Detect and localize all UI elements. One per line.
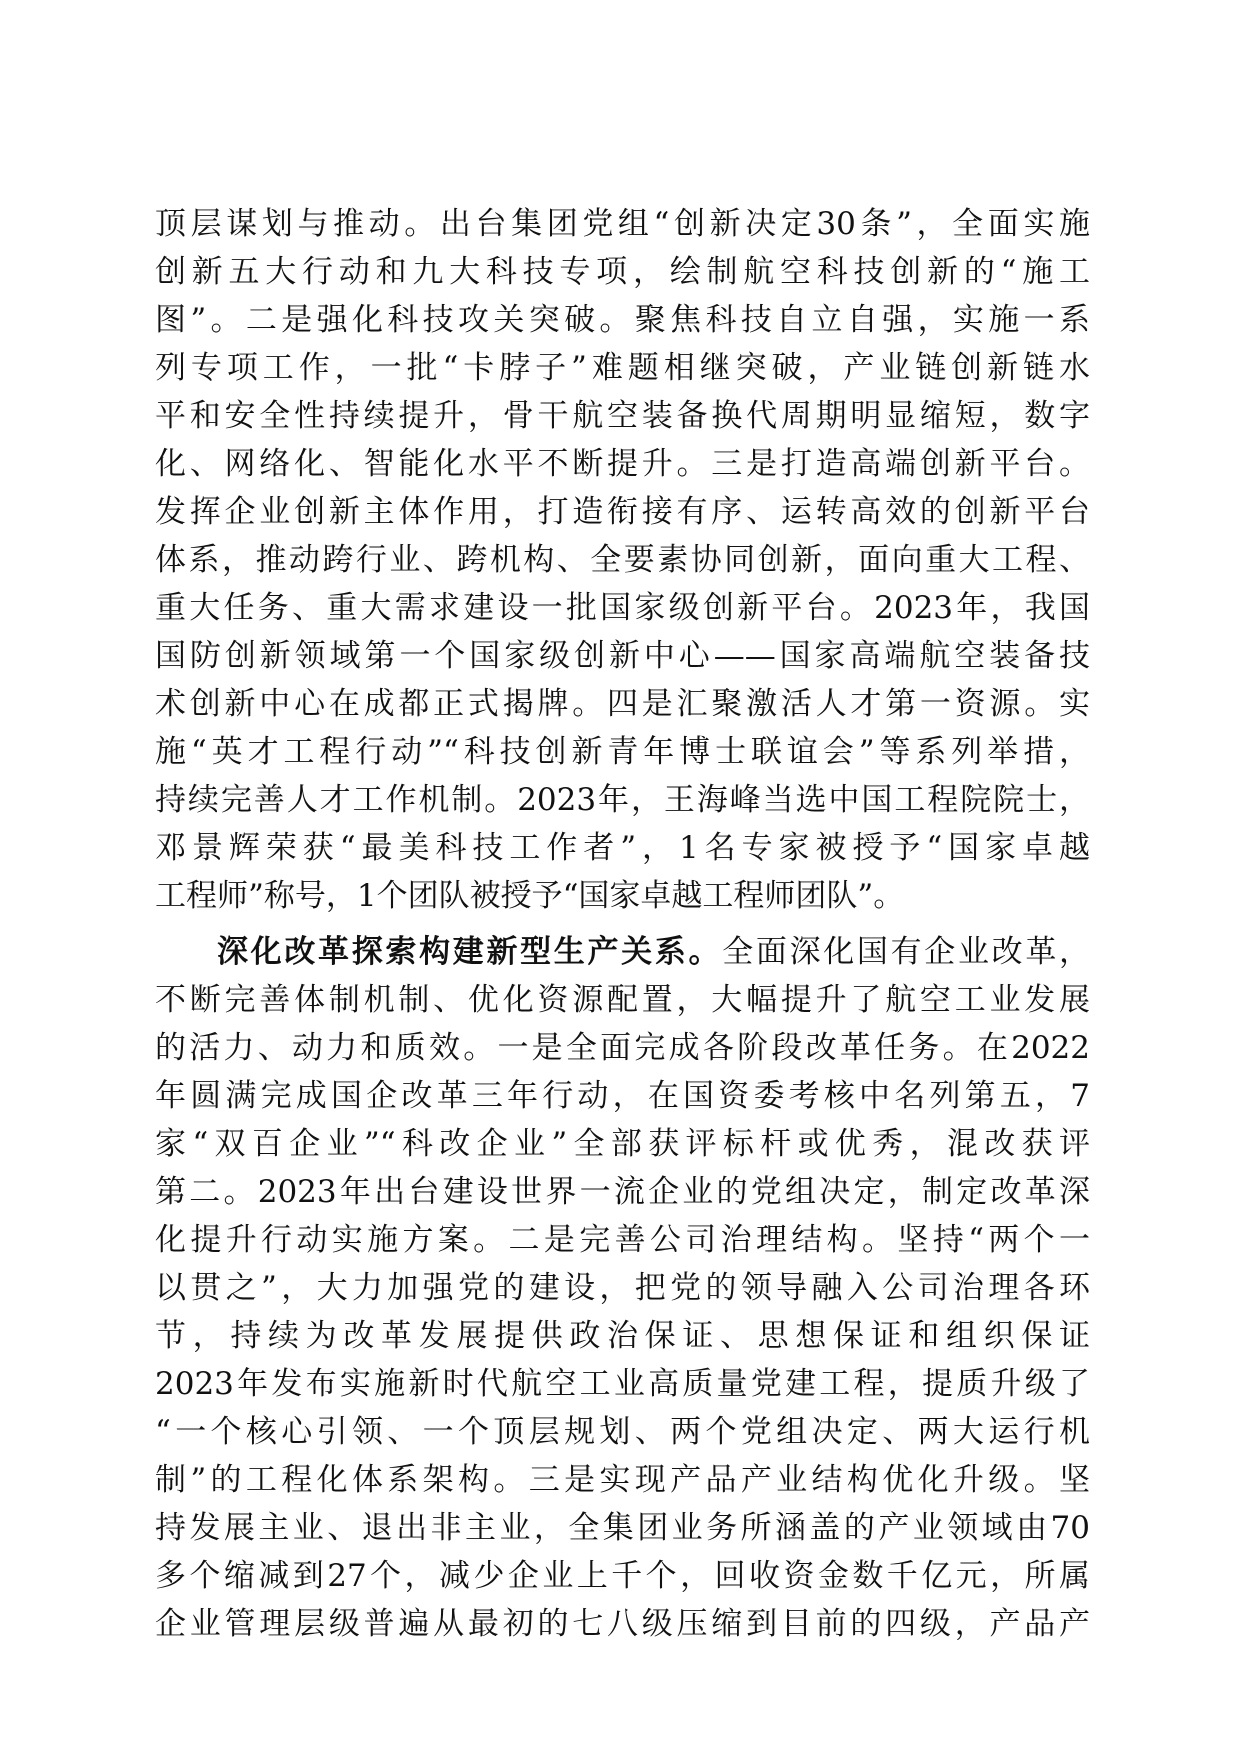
paragraph-line: 体系，推动跨行业、跨机构、全要素协同创新，面向重大工程、 xyxy=(155,542,1090,578)
paragraph-innovation xyxy=(155,200,1090,920)
paragraph-line: 邓景辉荣获“最美科技工作者”，1名专家被授予“国家卓越 xyxy=(155,830,1090,866)
paragraph-line: 家“双百企业”“科改企业”全部获评标杆或优秀，混改获评 xyxy=(155,1126,1090,1162)
paragraph-gap xyxy=(155,920,1090,928)
paragraph-line: 化、网络化、智能化水平不断提升。三是打造高端创新平台。 xyxy=(155,446,1090,482)
body-text xyxy=(155,200,1090,1648)
paragraph-line: 不断完善体制机制、优化资源配置，大幅提升了航空工业发展 xyxy=(155,982,1090,1018)
paragraph-line: 以贯之”，大力加强党的建设，把党的领导融入公司治理各环 xyxy=(155,1270,1090,1306)
paragraph-line: 企业管理层级普遍从最初的七八级压缩到目前的四级，产品产 xyxy=(155,1606,1090,1642)
paragraph-line: 持发展主业、退出非主业，全集团业务所涵盖的产业领域由70 xyxy=(155,1510,1090,1546)
paragraph-line: 多个缩减到27个，减少企业上千个，回收资金数千亿元，所属 xyxy=(155,1558,1090,1594)
paragraph-line: 年圆满完成国企改革三年行动，在国资委考核中名列第五，7 xyxy=(155,1078,1090,1114)
paragraph-line: 国防创新领域第一个国家级创新中心——国家高端航空装备技 xyxy=(155,638,1090,674)
paragraph-line: 化提升行动实施方案。二是完善公司治理结构。坚持“两个一 xyxy=(155,1222,1090,1258)
paragraph-line: 列专项工作，一批“卡脖子”难题相继突破，产业链创新链水 xyxy=(155,350,1090,386)
paragraph-line: 顶层谋划与推动。出台集团党组“创新决定30条”，全面实施 xyxy=(155,206,1090,242)
paragraph-first-line xyxy=(155,928,1090,976)
paragraph-line: 创新五大行动和九大科技专项，绘制航空科技创新的“施工 xyxy=(155,254,1090,290)
paragraph-line: 图”。二是强化科技攻关突破。聚焦科技自立自强，实施一系 xyxy=(155,302,1090,338)
paragraph-line: 的活力、动力和质效。一是全面完成各阶段改革任务。在2022 xyxy=(155,1030,1090,1066)
paragraph-line: 重大任务、重大需求建设一批国家级创新平台。2023年，我国 xyxy=(155,590,1090,626)
paragraph-line: 术创新中心在成都正式揭牌。四是汇聚激活人才第一资源。实 xyxy=(155,686,1090,722)
paragraph-line: 施“英才工程行动”“科技创新青年博士联谊会”等系列举措， xyxy=(155,734,1090,770)
paragraph-first-line-text: 全面深化国有企业改革， xyxy=(722,934,1091,970)
paragraph-line: 工程师”称号，1个团队被授予“国家卓越工程师团队”。 xyxy=(155,878,905,914)
paragraph-line: 制”的工程化体系架构。三是实现产品产业结构优化升级。坚 xyxy=(155,1462,1090,1498)
paragraph-line: 节，持续为改革发展提供政治保证、思想保证和组织保证 xyxy=(155,1318,1090,1354)
paragraph-line: 2023年发布实施新时代航空工业高质量党建工程，提质升级了 xyxy=(155,1366,1090,1402)
paragraph-line: 持续完善人才工作机制。2023年，王海峰当选中国工程院院士， xyxy=(155,782,1090,818)
paragraph-line: “一个核心引领、一个顶层规划、两个党组决定、两大运行机 xyxy=(155,1414,1090,1450)
paragraph-line: 发挥企业创新主体作用，打造衔接有序、运转高效的创新平台 xyxy=(155,494,1090,530)
paragraph-heading: 深化改革探索构建新型生产关系。 xyxy=(217,934,723,970)
paragraph-line: 第二。2023年出台建设世界一流企业的党组决定，制定改革深 xyxy=(155,1174,1090,1210)
paragraph-reform xyxy=(155,928,1090,1648)
paragraph-line: 平和安全性持续提升，骨干航空装备换代周期明显缩短，数字 xyxy=(155,398,1090,434)
